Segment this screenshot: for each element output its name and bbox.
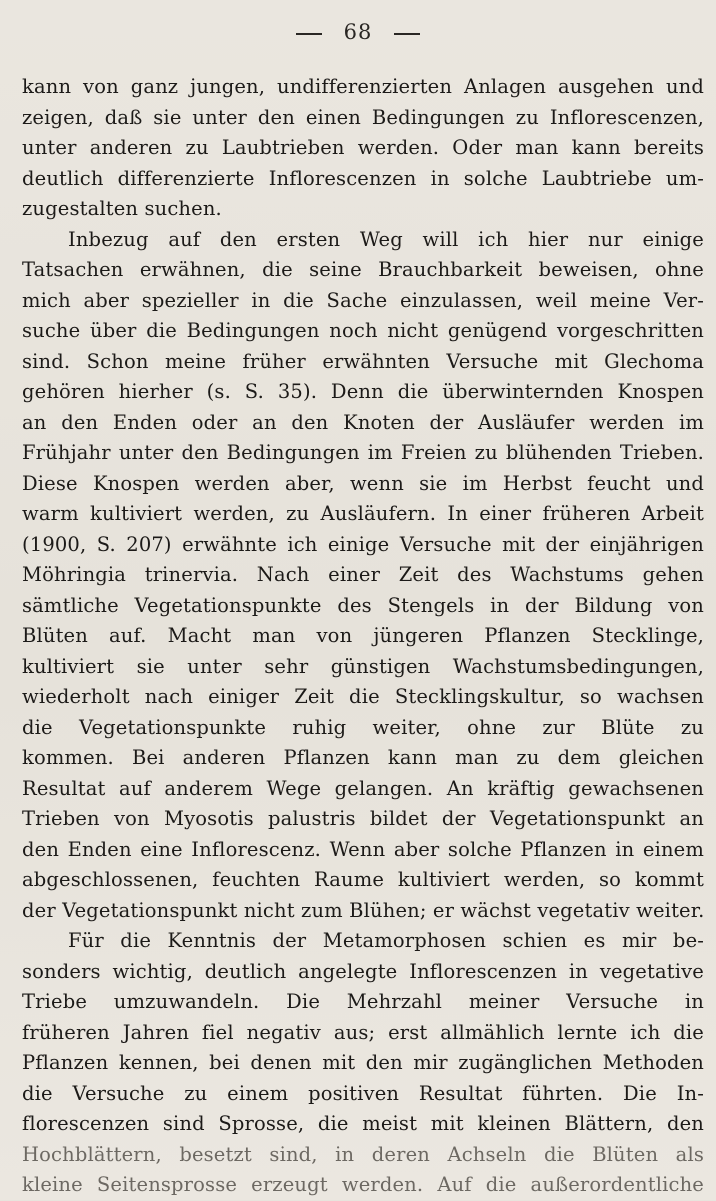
text-line: die Versuche zu einem positiven Resultat führten. Die In- bbox=[22, 1081, 704, 1105]
paragraph-1 bbox=[22, 72, 704, 225]
text-line: Resultat auf anderem Wege gelangen. An kräftig gewachsenen bbox=[22, 776, 704, 800]
body-text bbox=[22, 72, 704, 1201]
text-line: kleine Seitensprosse erzeugt werden. Auf die außerordentliche bbox=[22, 1173, 704, 1196]
page-number: 68 bbox=[343, 20, 373, 44]
text-line: wiederholt nach einiger Zeit die Stecklingskultur, so wachsen bbox=[22, 685, 704, 708]
text-line: kommen. Bei anderen Pflanzen kann man zu dem gleichen bbox=[22, 746, 704, 769]
text-line: abgeschlossenen, feuchten Raume kultiviert werden, so kommt bbox=[22, 868, 704, 891]
text-line: unter anderen zu Laubtrieben werden. Oder man kann bereits bbox=[22, 136, 704, 159]
text-line: sonders wichtig, deutlich angelegte Inflorescenzen in vegetative bbox=[22, 959, 704, 983]
paragraph-3 bbox=[22, 926, 704, 1201]
text-line: mich aber spezieller in die Sache einzulassen, weil meine Ver- bbox=[22, 288, 704, 312]
text-line: Frühjahr unter den Bedingungen im Freien zu blühenden Trieben. bbox=[22, 441, 704, 464]
text-line: zeigen, daß sie unter den einen Bedingungen zu Inflorescenzen, bbox=[22, 105, 704, 129]
text-line: früheren Jahren fiel negativ aus; erst allmählich lernte ich die bbox=[22, 1020, 704, 1044]
right-dash bbox=[394, 33, 420, 35]
text-line: Diese Knospen werden aber, wenn sie im Herbst feucht und bbox=[22, 471, 704, 495]
text-line: kann von ganz jungen, undifferenzierten Anlagen ausgehen und bbox=[22, 75, 704, 98]
text-line: warm kultiviert werden, zu Ausläufern. In einer früheren Arbeit bbox=[22, 502, 704, 525]
text-line: sind. Schon meine früher erwähnten Versuche mit Glechoma bbox=[22, 349, 704, 373]
text-line: (1900, S. 207) erwähnte ich einige Versuche mit der einjährigen bbox=[22, 532, 704, 556]
text-line: Möhringia trinervia. Nach einer Zeit des Wachstums gehen bbox=[22, 563, 704, 586]
text-line: der Vegetationspunkt nicht zum Blühen; er wächst vegetativ weiter. bbox=[22, 898, 705, 922]
text-line: Tatsachen erwähnen, die seine Brauchbarkeit beweisen, ohne bbox=[22, 258, 704, 281]
text-line: Für die Kenntnis der Metamorphosen schien es mir be- bbox=[68, 929, 704, 952]
text-line: deutlich differenzierte Inflorescenzen in solche Laubtriebe um- bbox=[22, 166, 704, 190]
left-dash bbox=[296, 33, 322, 35]
page-number-header bbox=[0, 20, 716, 44]
text-line: zugestalten suchen. bbox=[22, 197, 222, 220]
text-line: Hochblättern, besetzt sind, in deren Achseln die Blüten als bbox=[22, 1142, 704, 1166]
text-line: an den Enden oder an den Knoten der Ausläufer werden im bbox=[22, 410, 704, 434]
text-line: gehören hierher (s. S. 35). Denn die überwinternden Knospen bbox=[22, 380, 704, 403]
text-line: Inbezug auf den ersten Weg will ich hier nur einige bbox=[68, 227, 704, 251]
text-line: kultiviert sie unter sehr günstigen Wachstumsbedingungen, bbox=[22, 654, 704, 678]
text-line: florescenzen sind Sprosse, die meist mit kleinen Blättern, den bbox=[22, 1112, 704, 1135]
text-line: den Enden eine Inflorescenz. Wenn aber solche Pflanzen in einem bbox=[22, 837, 704, 861]
text-line: suche über die Bedingungen noch nicht genügend vorgeschritten bbox=[22, 319, 704, 342]
text-line: die Vegetationspunkte ruhig weiter, ohne zur Blüte zu bbox=[22, 715, 704, 739]
text-line: sämtliche Vegetationspunkte des Stengels in der Bildung von bbox=[22, 593, 704, 617]
text-line: Blüten auf. Macht man von jüngeren Pflanzen Stecklinge, bbox=[22, 624, 704, 647]
paragraph-2 bbox=[22, 225, 704, 927]
text-line: Trieben von Myosotis palustris bildet der Vegetationspunkt an bbox=[22, 807, 704, 830]
text-line: Triebe umzuwandeln. Die Mehrzahl meiner Versuche in bbox=[22, 990, 704, 1013]
text-line: Pflanzen kennen, bei denen mit den mir zugänglichen Methoden bbox=[22, 1051, 704, 1074]
